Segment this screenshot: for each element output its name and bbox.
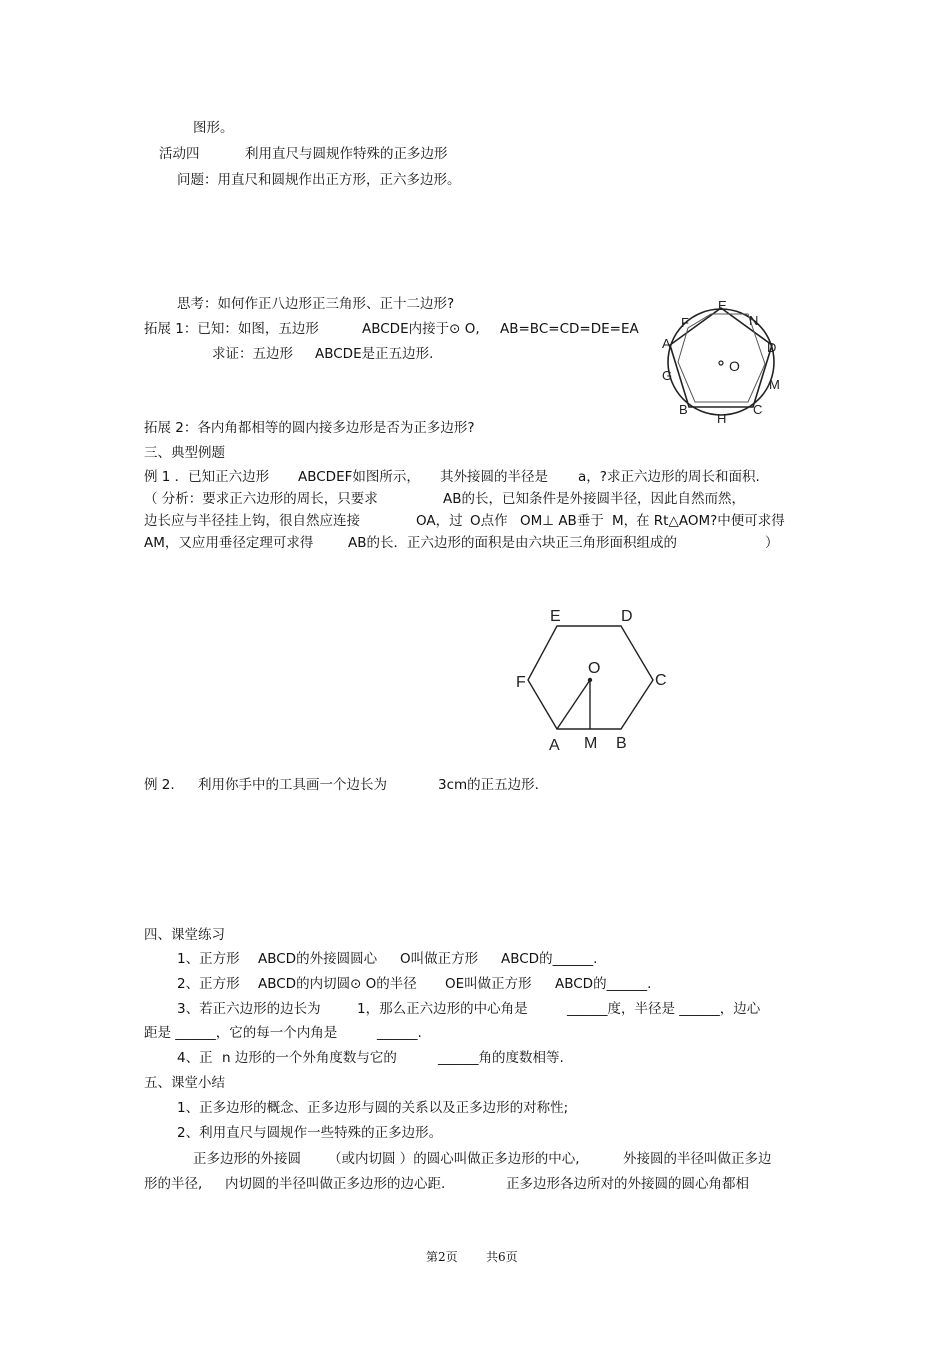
example-1-question: a，?求正六边形的周长和面积. [578,469,760,485]
summary-3b: （或内切圆 ）的圆心叫做正多边形的中心, [328,1151,580,1167]
label-e: E [550,608,561,625]
exercise-3d: 距是 ______，它的每一个内角是 [144,1025,338,1041]
label-a: A [549,737,560,754]
exercise-2a: 2、正方形 [177,976,240,992]
label-e: E [718,298,727,313]
exercise-1a: 1、正方形 [177,951,240,967]
exercise-2b: ABCD的内切圆⊙ O的半径 [258,976,417,992]
section-heading: 三、典型例题 [144,445,225,461]
example-1-label: 例 1 ．已知正六边形 [144,469,270,485]
label-m: M [769,377,780,392]
summary-3a: 正多边形的外接圆 [193,1151,301,1167]
exercise-2d: ABCD的______. [555,976,652,992]
label-b: B [679,402,688,417]
analysis-line-2d: OM⊥ AB垂于 [520,513,604,529]
label-f: F [681,315,689,330]
label-f: F [516,674,526,691]
segment-oa [557,680,590,729]
analysis-line-2a: 边长应与半径挂上钩，很自然应连接 [144,513,360,529]
analysis-line-2f: 在 Rt△AOM?中便可求得 [636,513,785,529]
analysis-line-2e: M， [612,513,638,529]
analysis-line-3a: AM，又应用垂径定理可求得 [144,535,314,551]
think-line: 思考：如何作正八边形正三角形、正十二边形? [177,296,455,312]
summary-1: 1、正多边形的概念、正多边形与圆的关系以及正多边形的对称性; [177,1100,569,1116]
label-m: M [584,735,598,752]
exercise-3b: 1，那么正六边形的中心角是 [357,1001,528,1017]
extension-2-line: 拓展 2：各内角都相等的圆内接多边形是否为正多边形? [144,420,475,436]
exercise-1c: O叫做正方形 [400,951,479,967]
exercise-4a: 4、正 [177,1050,213,1066]
summary-4c: 正多边形各边所对的外接圆的圆心角都相 [506,1176,749,1192]
exercise-1d: ABCD的______. [501,951,598,967]
label-d: D [621,608,633,625]
analysis-line-1a: （ 分析：要求正六边形的周长，只要求 [144,491,378,507]
summary-4b: 内切圆的半径叫做正多边形的边心距. [225,1176,446,1192]
pentagon-circle-figure [648,292,788,428]
label-n: N [749,313,759,328]
pentagon-circle-svg [648,292,788,428]
exercise-3c: ______度，半径是 ______，边心 [567,1001,761,1017]
example-2-text: 利用你手中的工具画一个边长为 [198,777,387,793]
label-c: C [753,402,763,417]
extension-1-text: ABCDE内接于⊙ O, [362,321,480,337]
analysis-line-1b: AB的长，已知条件是外接圆半径，因此自然而然， [443,491,745,507]
hexagon-figure [510,598,680,758]
analysis-line-2b: OA，过 [416,513,463,529]
example-1-shape: ABCDEF如图所示， [298,469,420,485]
analysis-line-3b: AB的长．正六边形的面积是由六块正三角形面积组成的 [348,535,677,551]
example-2-label: 例 2. [144,777,175,793]
label-h: H [717,411,727,426]
example-2-length: 3cm的正五边形. [438,777,539,793]
activity-title: 利用直尺与圆规作特殊的正多边形 [245,146,448,162]
summary-2: 2、利用直尺与圆规作一些特殊的正多边形。 [177,1125,443,1141]
label-c: C [655,672,667,689]
section-heading: 五、课堂小结 [144,1075,225,1091]
exercise-2c: OE叫做正方形 [445,976,532,992]
question-line: 问题：用直尺和圆规作出正方形，正六多边形。 [177,172,461,188]
exercise-3a: 3、若正六边形的边长为 [177,1001,321,1017]
label-o: O [588,660,601,677]
activity-label: 活动四 [159,146,200,162]
exercise-3e: ______. [377,1025,422,1041]
page-number: 第2页 [426,1250,458,1264]
center-point-o [588,678,592,682]
analysis-close-paren: ） [765,535,779,551]
exercise-1b: ABCD的外接圆圆心 [258,951,378,967]
label-o: O [729,358,740,374]
summary-3c: 外接圆的半径叫做正多边 [623,1151,772,1167]
prove-text: ABCDE是正五边形. [315,346,434,362]
analysis-line-2c: O点作 [470,513,508,529]
label-g: G [662,368,673,383]
section-heading: 四、课堂练习 [144,927,225,943]
summary-4a: 形的半径, [144,1176,203,1192]
page-total: 共6页 [486,1250,518,1264]
center-point-o [719,361,723,365]
label-b: B [616,735,627,752]
hexagon-svg [510,598,680,758]
extension-1-equal: AB=BC=CD=DE=EA [500,321,639,337]
text-line: 图形。 [193,120,234,136]
label-d: D [767,340,777,355]
exercise-4b: n 边形的一个外角度数与它的 [222,1050,397,1066]
exercise-4c: ______角的度数相等. [438,1050,564,1066]
example-1-radius: 其外接圆的半径是 [440,469,548,485]
label-a: A [662,336,671,351]
prove-label: 求证：五边形 [212,346,293,362]
extension-1-label: 拓展 1：已知：如图，五边形 [144,321,319,337]
